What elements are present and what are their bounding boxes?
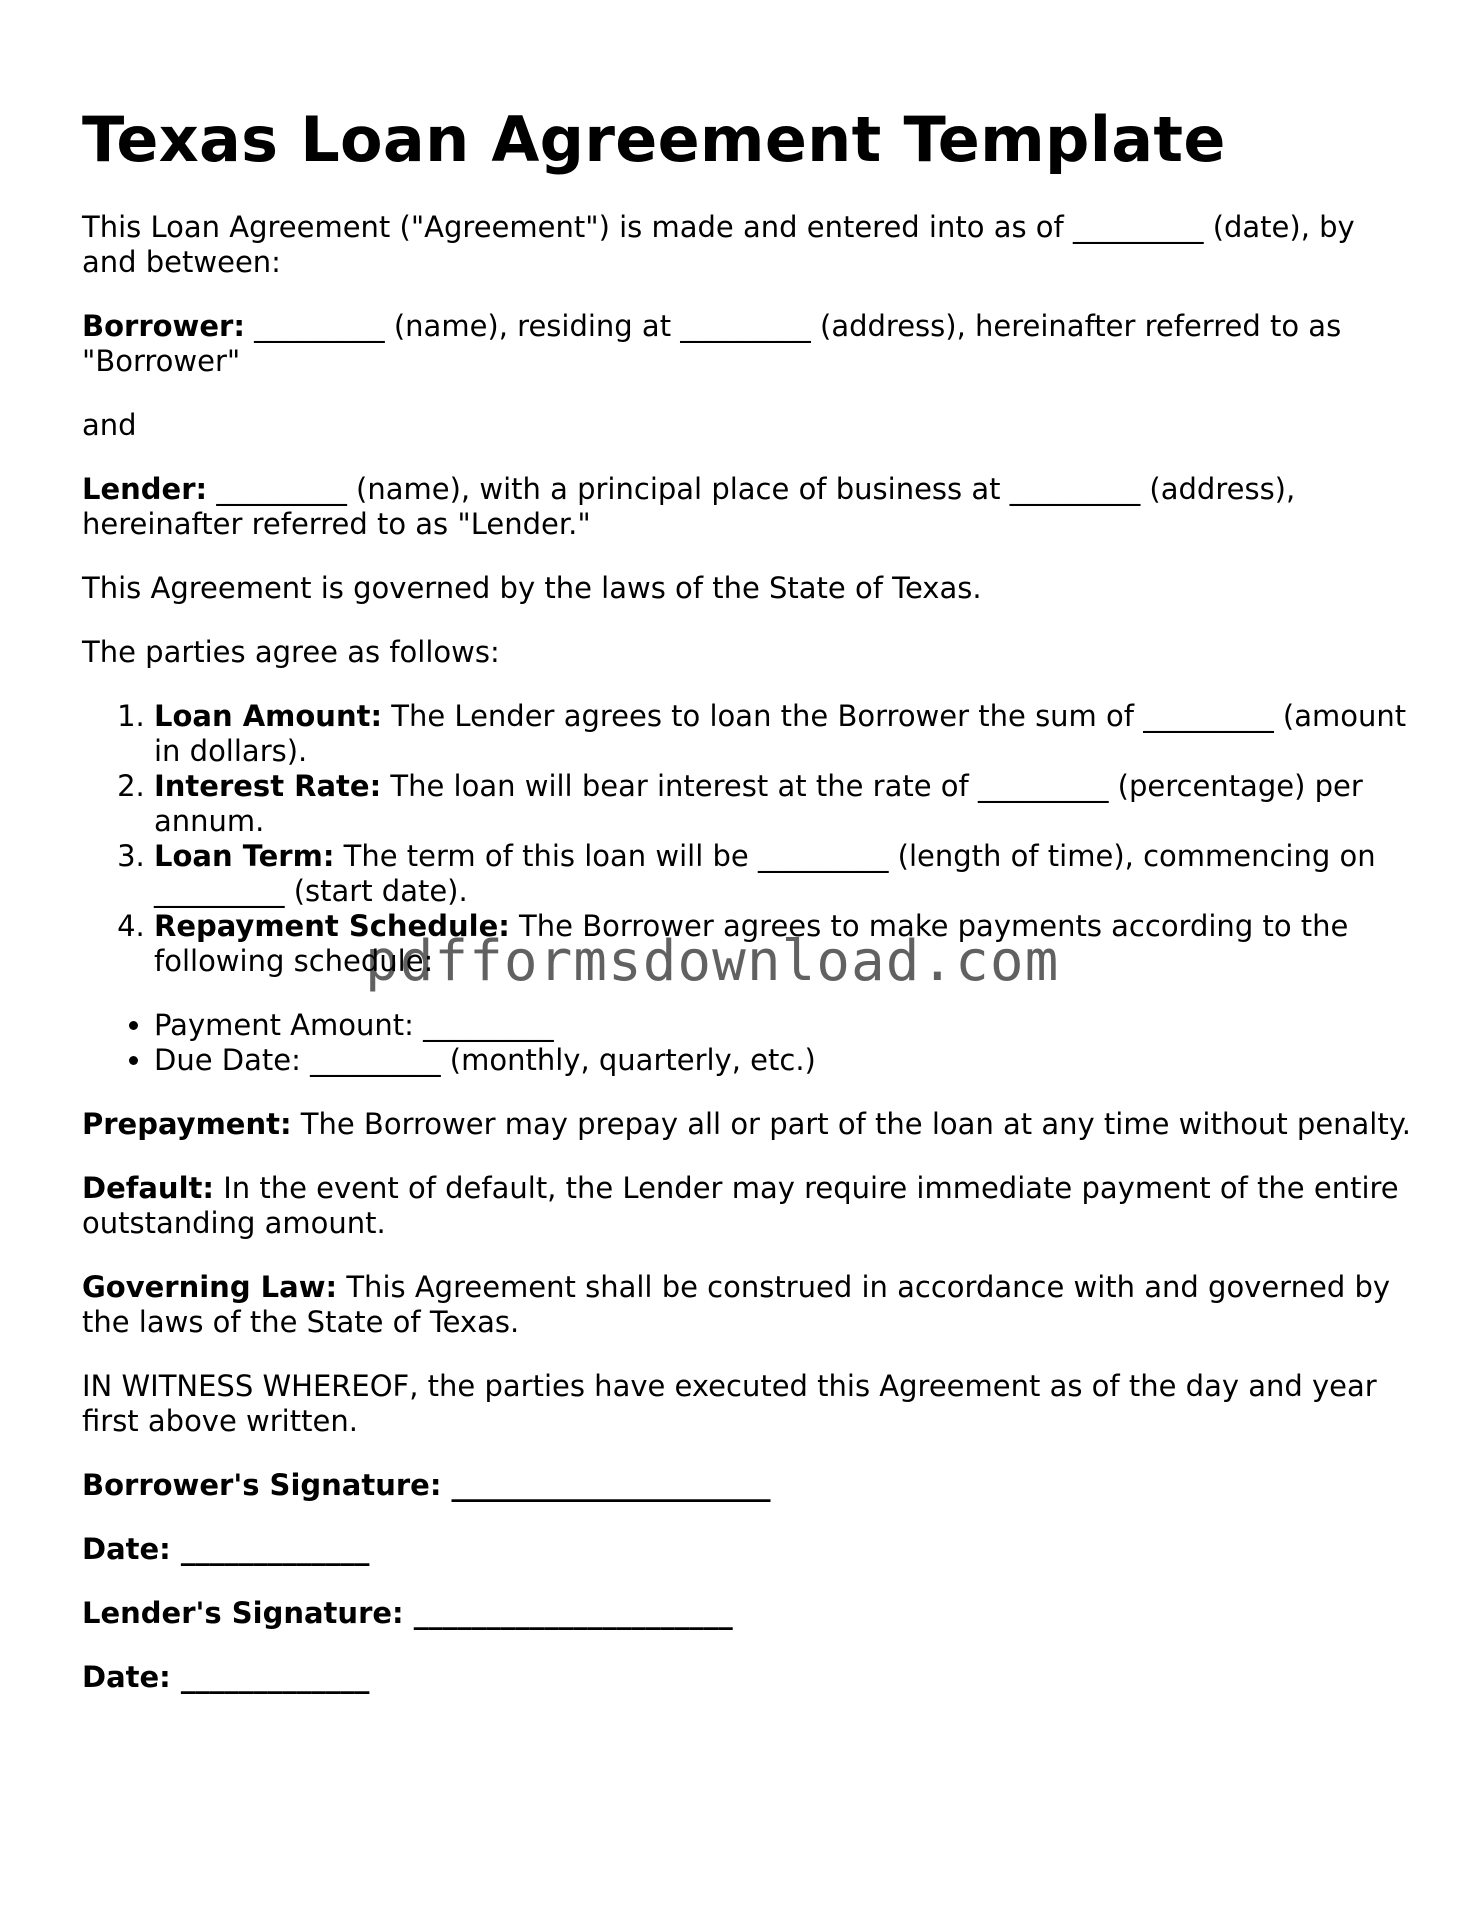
term-item-repayment-schedule [154,909,1412,979]
borrower-paragraph [82,309,1412,379]
governed-paragraph: This Agreement is governed by the laws of the State of Texas. [82,571,982,605]
schedule-item-payment-amount: • Payment Amount: _________ [154,1008,1412,1043]
governing-law-paragraph [82,1270,1412,1340]
borrower-date-line [82,1532,1412,1567]
document-title: Texas Loan Agreement Template [82,103,1226,176]
and-text: and [82,408,137,442]
intro-paragraph: This Loan Agreement ("Agreement") is made and entered into as of _________ (date), by and between: [82,210,1355,279]
term-item-interest-rate [154,769,1412,839]
term-text: The term of this loan will be _________ (length of time), commencing on _________ (start date). [154,839,1376,908]
terms-list [82,699,1412,979]
parties-agree-paragraph: The parties agree as follows: [82,635,500,669]
term-item-loan-amount [154,699,1412,769]
term-label: Interest Rate: [154,769,382,803]
borrower-label: Borrower: [82,309,245,343]
governing-law-text: This Agreement shall be construed in accordance with and governed by the laws of the State of Texas. [82,1270,1391,1339]
borrower-signature-text: Borrower's Signature: ______________________ [82,1468,771,1502]
borrower-signature-line [82,1468,1412,1503]
schedule-list [82,1008,1412,1078]
signature-block [82,1468,1412,1695]
term-label: Repayment Schedule: [154,909,510,943]
prepayment-label: Prepayment: [82,1107,292,1141]
lender-date-line [82,1660,1412,1695]
lender-label: Lender: [82,472,208,506]
default-text: In the event of default, the Lender may require immediate payment of the entire outstanding amount. [82,1171,1399,1240]
prepayment-paragraph [82,1107,1412,1142]
lender-paragraph [82,472,1412,542]
term-text: The Borrower agrees to make payments according to the following schedule: [154,909,1349,978]
witness-paragraph: IN WITNESS WHEREOF, the parties have executed this Agreement as of the day and year first above written. [82,1369,1377,1438]
term-text: The Lender agrees to loan the Borrower the sum of _________ (amount in dollars). [154,699,1407,768]
lender-date-text: Date: _____________ [82,1660,370,1694]
term-label: Loan Term: [154,839,335,873]
term-text: The loan will bear interest at the rate of _________ (percentage) per annum. [154,769,1363,838]
lender-signature-line [82,1596,1412,1631]
document-page [82,96,1412,1724]
default-label: Default: [82,1171,214,1205]
borrower-text: _________ (name), residing at _________ (address), hereinafter referred to as "Borrower" [82,309,1342,378]
lender-text: _________ (name), with a principal place of business at _________ (address), hereinafter referred to as "Lender." [82,472,1296,541]
schedule-item-due-date: • Due Date: _________ (monthly, quarterly, etc.) [154,1043,1412,1078]
governing-law-label: Governing Law: [82,1270,338,1304]
term-label: Loan Amount: [154,699,383,733]
lender-signature-text: Lender's Signature: ______________________ [82,1596,733,1630]
watermark: pdfformsdownload.com [365,929,1060,994]
prepayment-text: The Borrower may prepay all or part of the loan at any time without penalty. [291,1107,1411,1141]
borrower-date-text: Date: _____________ [82,1532,370,1566]
default-paragraph [82,1171,1412,1241]
term-item-loan-term [154,839,1412,909]
